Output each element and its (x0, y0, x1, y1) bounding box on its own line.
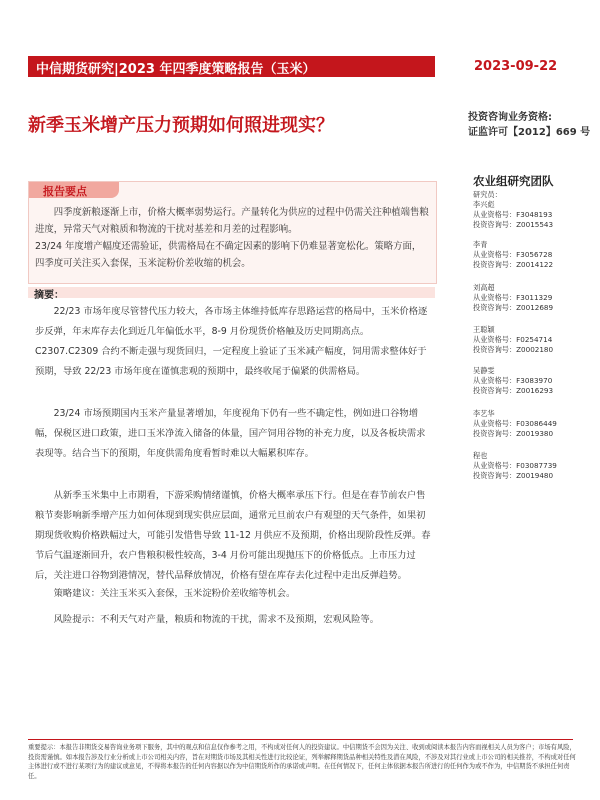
member-consult-id: 投资咨询号：Z0012689 (473, 303, 554, 312)
report-date: 2023-09-22 (474, 59, 558, 74)
report-summary-box (28, 181, 437, 284)
member-name: 李青 (473, 240, 488, 249)
team-member (473, 409, 583, 439)
member-license: 从业资格号：F3048193 (473, 210, 553, 219)
qualification-label: 投资咨询业务资格: (468, 112, 552, 123)
member-consult-id: 投资咨询号：Z0016293 (473, 386, 554, 395)
team-member (473, 240, 583, 270)
abstract-paragraph-1: 22/23 市场年度尽管替代压力较大，各市场主体维持低库存思路运营的格局中，玉米价格逐步反弹，年末库存去化到近几年偏低水平，8-9 月份现货价格触及历史同期高点。C2307.C2309 合约不断走强与现货回归，一定程度上验证了玉米减产幅度，饲用需求整体好于预期，导致 22/23 市场年度在谨慎悲观的预期中，最终收尾于偏紧的供需格局。 (35, 306, 428, 377)
member-consult-id: 投资咨询号：Z0002180 (473, 345, 554, 354)
summary-tag (29, 182, 119, 198)
member-consult-id: 投资咨询号：Z0019480 (473, 471, 554, 480)
team-member (473, 190, 583, 230)
research-team-title: 农业组研究团队 (473, 174, 554, 188)
member-name: 李兴彪 (473, 200, 495, 209)
member-consult-id: 投资咨询号：Z0019380 (473, 429, 554, 438)
researcher-heading: 研究员： (473, 190, 502, 199)
page-title: 新季玉米增产压力预期如何照进现实？ (28, 115, 334, 136)
team-member (473, 366, 583, 396)
abstract-paragraph-3: 从新季玉米集中上市期看，下游采购情绪谨慎，价格大概率承压下行。但是在春节前农户售粮节奏影响新季增产压力如何体现到现实供应层面，通常元旦前农户有观望的天气条件，如果初期现货收购价格跌幅过大，可能引发惜售导致 11-12 月供应不及预期，价格出现阶段性反弹。春节后气温逐渐回升，农户售粮积极性较高，3-4 月份可能出现抛压下的价格低点。上市压力过后，关注进口谷物到港情况，替代品释放情况，价格有望在库存去化过程中走出反弹趋势。 (35, 490, 431, 581)
disclaimer-text: 重要提示：本报告非期货交易咨询业务项下服务，其中的观点和信息仅作参考之用，不构成对任何人的投资建议。中信期货不会因为关注、收到或阅读本报告内容而视相关人员为客户；市场有风险，投资需谨慎。如本报告涉及行业分析或上市公司相关内容，旨在对期货市场及其相关性进行比较论证，列举解释期货品种相关特性及潜在风险，不涉及对其行业或上市公司的相关推荐，不构成对任何主体进行或不进行某项行为的建议或意见，不得将本报告的任何内容据以作为中信期货所作的承诺或声明。在任何情况下，任何主体依据本报告所进行的任何作为或不作为，中信期货不承担任何责任。 (28, 744, 576, 780)
member-name: 李艺华 (473, 409, 495, 418)
report-banner (28, 56, 435, 77)
member-name: 王聪颖 (473, 325, 495, 334)
summary-tag-label: 报告要点 (43, 185, 87, 198)
member-name: 程也 (473, 451, 488, 460)
team-member (473, 451, 583, 481)
member-name: 吴静雯 (473, 366, 495, 375)
team-member (473, 283, 583, 313)
member-license: 从业资格号：F3011329 (473, 293, 553, 302)
abstract-header-bar (28, 287, 435, 301)
member-name: 刘高超 (473, 283, 495, 292)
abstract-label: 摘要： (34, 290, 64, 301)
member-license: 从业资格号：F3083970 (473, 376, 553, 385)
summary-paragraph-2: 23/24 年度增产幅度还需验证，供需格局在不确定因素的影响下仍难显著宽松化。策略方面，四季度可关注买入套保，玉米淀粉价差收缩的机会。 (35, 241, 422, 269)
team-member (473, 325, 583, 355)
member-consult-id: 投资咨询号：Z0015543 (473, 220, 554, 229)
disclaimer-divider (28, 739, 573, 740)
abstract-paragraph-5: 风险提示：不利天气对产量，粮质和物流的干扰，需求不及预期，宏观风险等。 (53, 614, 379, 625)
abstract-paragraph-2: 23/24 市场预期国内玉米产量显著增加，年度视角下仍有一些不确定性，例如进口谷物增幅，保税区进口政策，进口玉米净流入储备的体量，国产饲用谷物的补充力度，以及各板块需求表现等。结合当下的预期，年度供需角度看暂时难以大幅累积库存。 (35, 408, 426, 459)
member-license: 从业资格号：F0254714 (473, 335, 553, 344)
member-license: 从业资格号：F03086449 (473, 419, 557, 428)
license-number: 证监许可【2012】669 号 (468, 127, 591, 138)
abstract-paragraph-4: 策略建议：关注玉米买入套保，玉米淀粉价差收缩等机会。 (53, 588, 296, 599)
member-license: 从业资格号：F3056728 (473, 250, 553, 259)
summary-paragraph-1: 四季度新粮逐渐上市，价格大概率弱势运行。产量转化为供应的过程中仍需关注种植端售粮进度，异常天气对粮质和物流的干扰对基差和月差的过程影响。 (35, 207, 429, 235)
member-license: 从业资格号：F03087739 (473, 461, 557, 470)
member-consult-id: 投资咨询号：Z0014122 (473, 260, 554, 269)
report-series-title: 中信期货研究|2023 年四季度策略报告（玉米） (36, 62, 316, 77)
